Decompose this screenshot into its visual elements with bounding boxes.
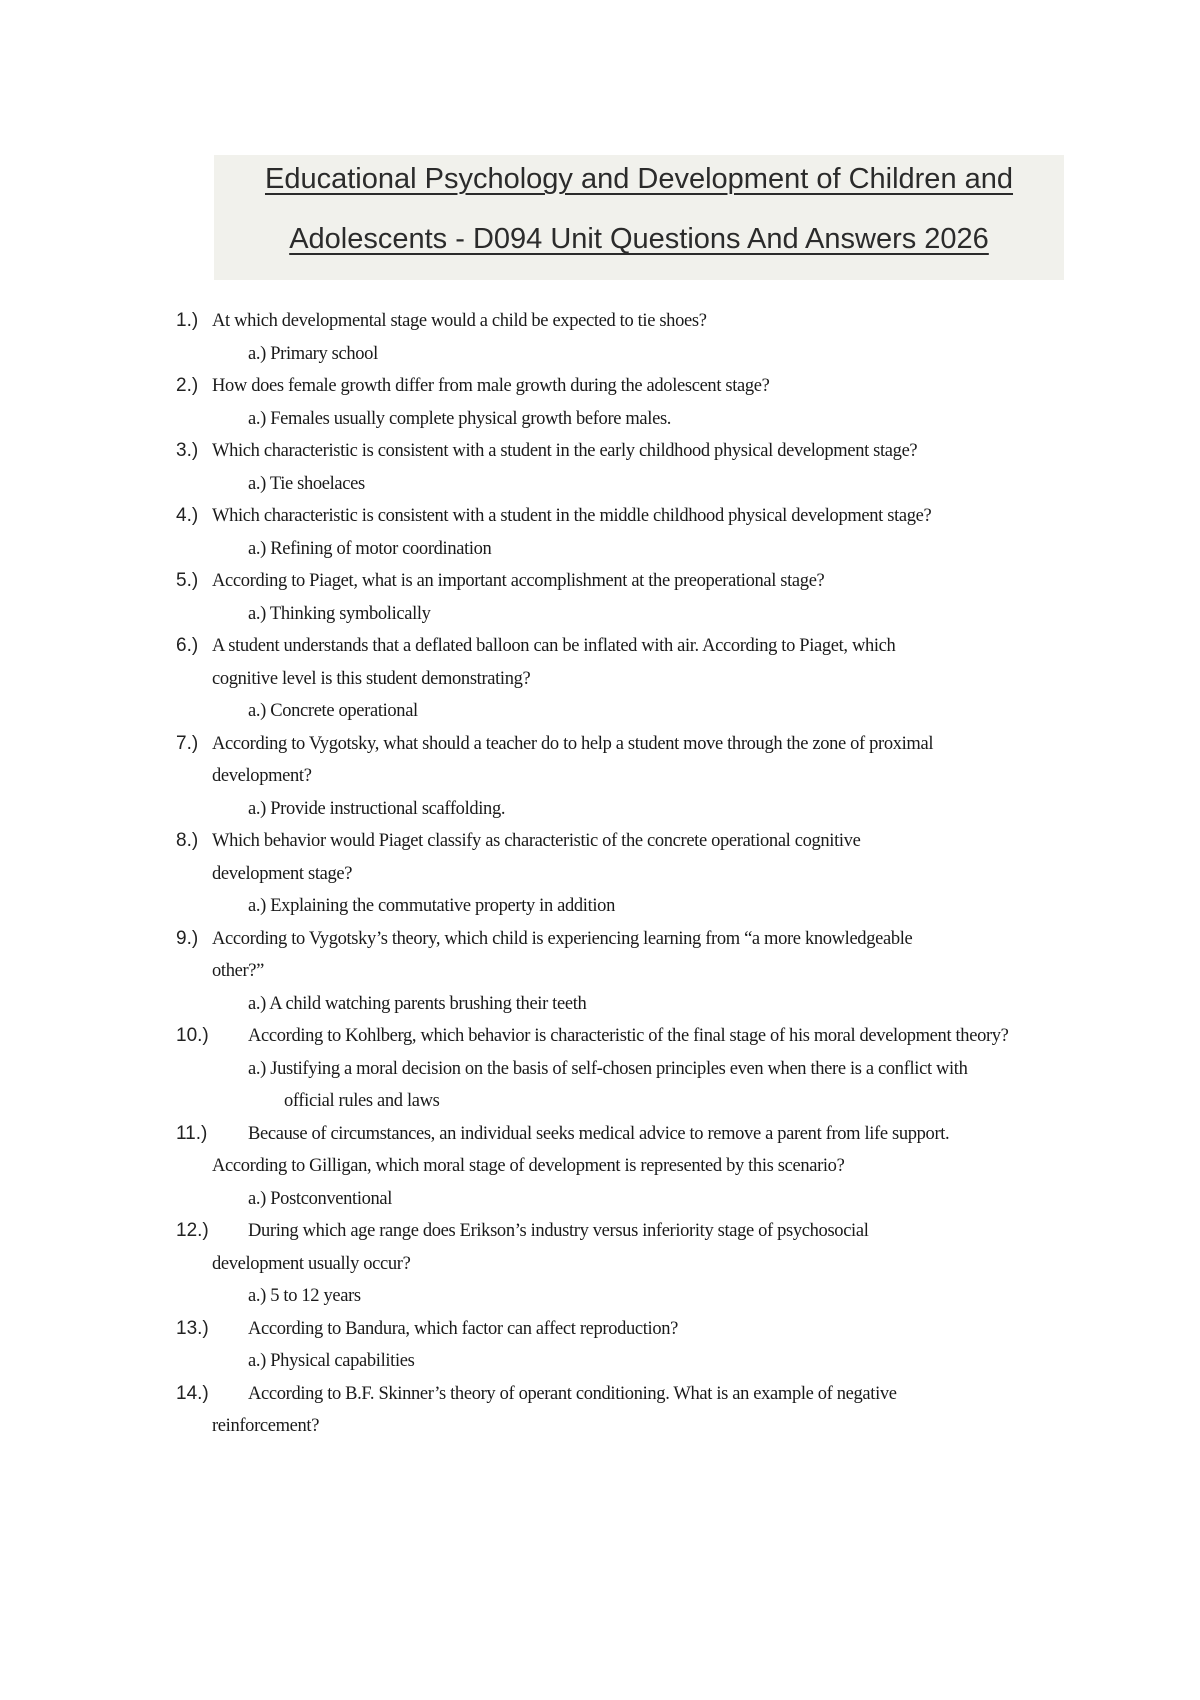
answer-marker: a.) — [248, 408, 266, 429]
answer-marker: a.) — [248, 798, 266, 819]
question-item — [176, 1313, 1076, 1378]
answer-line: Primary school — [270, 343, 378, 364]
question-text — [176, 630, 1076, 663]
answer-marker: a.) — [248, 993, 266, 1014]
answer-line: Concrete operational — [270, 701, 418, 721]
answer-text — [176, 403, 1076, 436]
answer-marker: a.) — [248, 1351, 266, 1371]
question-item — [176, 435, 1076, 500]
question-item — [176, 500, 1076, 565]
answer-line: Physical capabilities — [270, 1351, 415, 1371]
answer-marker: a.) — [248, 896, 266, 916]
question-line: development usually occur? — [212, 1253, 411, 1274]
question-text-continued — [176, 1150, 1076, 1183]
question-text — [176, 1020, 1076, 1053]
answer-text — [176, 1053, 1076, 1086]
question-text — [176, 825, 1076, 858]
answer-text — [176, 533, 1076, 566]
question-item — [176, 923, 1076, 1021]
document-title-line-2: Adolescents - D094 Unit Questions And Answers 2026 — [289, 223, 989, 255]
question-number: 3.) — [176, 440, 199, 461]
question-line: development stage? — [212, 863, 353, 884]
question-line: At which developmental stage would a child be expected to tie shoes? — [212, 311, 707, 331]
question-line: development? — [212, 766, 312, 786]
question-line: According to Bandura, which factor can affect reproduction? — [248, 1318, 679, 1339]
document-title-banner — [214, 155, 1064, 280]
question-line: Because of circumstances, an individual seeks medical advice to remove a parent from life support. — [248, 1123, 950, 1144]
answer-line: Females usually complete physical growth before males. — [270, 408, 672, 429]
answer-text — [176, 1345, 1076, 1378]
answer-text-continued — [176, 1085, 1076, 1118]
question-line: Which behavior would Piaget classify as characteristic of the concrete operational cognitive — [212, 831, 861, 851]
question-text-continued — [176, 760, 1076, 793]
question-text — [176, 1215, 1076, 1248]
answer-text — [176, 1183, 1076, 1216]
question-line: How does female growth differ from male growth during the adolescent stage? — [212, 376, 770, 396]
question-item — [176, 1118, 1076, 1216]
answer-text — [176, 598, 1076, 631]
answer-line: 5 to 12 years — [270, 1286, 361, 1306]
answer-marker: a.) — [248, 701, 266, 721]
question-line: According to Kohlberg, which behavior is characteristic of the final stage of his moral development theory? — [248, 1026, 1009, 1046]
answer-text — [176, 890, 1076, 923]
question-item — [176, 728, 1076, 826]
question-line: other?” — [212, 961, 264, 981]
question-number: 6.) — [176, 635, 199, 656]
answer-line: Tie shoelaces — [269, 473, 365, 494]
question-item — [176, 1378, 1076, 1443]
question-number: 2.) — [176, 375, 199, 396]
question-text — [176, 305, 1076, 338]
answer-line: Postconventional — [270, 1188, 393, 1209]
answer-marker: a.) — [248, 538, 266, 559]
question-line: reinforcement? — [212, 1416, 320, 1436]
question-item — [176, 630, 1076, 728]
answer-marker: a.) — [248, 343, 266, 364]
question-line: According to Vygotsky, what should a teacher do to help a student move through the zone of proximal — [212, 733, 934, 754]
answer-line: Justifying a moral decision on the basis of self-chosen principles even when there is a conflict with — [270, 1058, 968, 1079]
question-item — [176, 825, 1076, 923]
question-line: During which age range does Erikson’s industry versus inferiority stage of psychosocial — [248, 1221, 869, 1241]
question-text-continued — [176, 858, 1076, 891]
answer-text — [176, 988, 1076, 1021]
question-answer-list — [176, 305, 1076, 1443]
answer-text — [176, 1280, 1076, 1313]
answer-marker: a.) — [248, 1286, 266, 1306]
question-line: According to Gilligan, which moral stage of development is represented by this scenario? — [212, 1156, 845, 1176]
question-number: 1.) — [176, 310, 199, 331]
question-line: According to Piaget, what is an important accomplishment at the preoperational stage? — [212, 571, 825, 591]
answer-marker: a.) — [248, 473, 266, 494]
question-item — [176, 305, 1076, 370]
question-item — [176, 1020, 1076, 1118]
question-text-continued — [176, 1248, 1076, 1281]
question-text — [176, 923, 1076, 956]
answer-text — [176, 695, 1076, 728]
question-number: 10.) — [176, 1025, 209, 1046]
question-text — [176, 1118, 1076, 1151]
answer-line: Explaining the commutative property in addition — [270, 896, 615, 916]
question-number: 8.) — [176, 830, 199, 851]
question-item — [176, 565, 1076, 630]
question-number: 14.) — [176, 1382, 209, 1404]
answer-line: Refining of motor coordination — [270, 538, 492, 559]
question-line: Which characteristic is consistent with a student in the early childhood physical development stage? — [212, 441, 918, 461]
question-text — [176, 565, 1076, 598]
question-line: According to B.F. Skinner’s theory of operant conditioning. What is an example of negative — [248, 1383, 897, 1404]
question-line: According to Vygotsky’s theory, which child is experiencing learning from “a more knowledgeable — [212, 928, 913, 949]
question-text-continued — [176, 1410, 1076, 1443]
question-text — [176, 435, 1076, 468]
question-item — [176, 1215, 1076, 1313]
question-number: 9.) — [176, 927, 199, 949]
question-text — [176, 500, 1076, 533]
answer-line: A child watching parents brushing their teeth — [269, 993, 587, 1014]
answer-line: Provide instructional scaffolding. — [270, 798, 506, 819]
question-text — [176, 1378, 1076, 1411]
answer-marker: a.) — [248, 1058, 266, 1079]
document-title-line-1: Educational Psychology and Development of Children and — [264, 163, 1014, 195]
question-line: cognitive level is this student demonstrating? — [212, 668, 531, 689]
answer-line: official rules and laws — [284, 1091, 440, 1111]
question-text-continued — [176, 955, 1076, 988]
answer-text — [176, 793, 1076, 826]
question-number: 11.) — [176, 1122, 208, 1144]
answer-text — [176, 338, 1076, 371]
question-line: Which characteristic is consistent with a student in the middle childhood physical development stage? — [212, 506, 932, 526]
answer-marker: a.) — [248, 603, 266, 624]
question-text — [176, 728, 1076, 761]
question-number: 5.) — [176, 570, 199, 591]
question-line: A student understands that a deflated balloon can be inflated with air. According to Piaget, which — [212, 636, 896, 656]
question-number: 12.) — [176, 1220, 209, 1241]
question-item — [176, 370, 1076, 435]
question-number: 7.) — [176, 732, 199, 754]
answer-text — [176, 468, 1076, 501]
answer-line: Thinking symbolically — [269, 603, 431, 624]
question-number: 13.) — [176, 1317, 209, 1339]
question-text — [176, 1313, 1076, 1346]
question-number: 4.) — [176, 505, 199, 526]
question-text — [176, 370, 1076, 403]
answer-marker: a.) — [248, 1188, 266, 1209]
question-text-continued — [176, 663, 1076, 696]
